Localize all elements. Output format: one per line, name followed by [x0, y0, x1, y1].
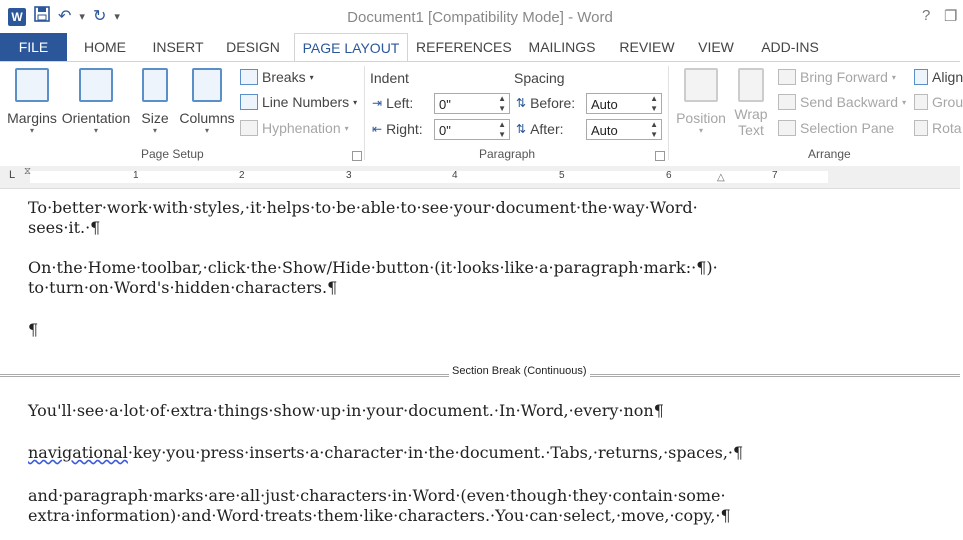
bring-forward-button[interactable] — [778, 69, 896, 85]
horizontal-ruler[interactable] — [0, 166, 960, 189]
indent-left-spinner-icon[interactable]: ▲ ▼ — [498, 94, 506, 113]
size-icon — [142, 68, 168, 102]
size-button[interactable] — [137, 68, 173, 135]
indent-left-field[interactable] — [434, 93, 510, 114]
paragraph-line: to·turn·on·Word's·hidden·characters.¶ — [28, 278, 338, 297]
size-dropdown-icon: ▾ — [152, 126, 157, 135]
spelling-flagged-word[interactable]: navigational — [28, 443, 128, 462]
arrange-group-label: Arrange — [808, 147, 851, 161]
spacing-after-icon: ⇅ — [516, 122, 527, 136]
wrap-text-label-line2: Text — [738, 122, 764, 138]
position-label: Position — [676, 110, 726, 126]
paragraph-launcher-icon[interactable] — [655, 151, 665, 161]
orientation-dropdown-icon: ▾ — [93, 126, 98, 135]
send-backward-dropdown-icon: ▾ — [902, 97, 907, 107]
tab-selector-icon[interactable]: L — [9, 169, 16, 181]
orientation-icon — [79, 68, 113, 102]
right-indent-marker-icon[interactable]: △ — [717, 172, 725, 183]
bring-forward-dropdown-icon: ▾ — [891, 72, 896, 82]
tab-mailings[interactable]: MAILINGS — [528, 39, 596, 55]
tab-home[interactable]: HOME — [84, 39, 126, 55]
document-canvas[interactable] — [0, 189, 960, 540]
section-break — [0, 365, 960, 379]
section-break-label: Section Break (Continuous) — [449, 365, 590, 377]
ruler-text-area — [30, 171, 828, 183]
columns-label: Columns — [179, 110, 235, 126]
spacing-before-spinner-icon[interactable]: ▲ ▼ — [650, 94, 658, 113]
breaks-label: Breaks — [262, 69, 306, 85]
rotate-icon — [914, 120, 928, 136]
align-button[interactable] — [914, 69, 963, 85]
ribbon — [0, 61, 963, 167]
group-divider — [668, 66, 669, 160]
paragraph-group-label: Paragraph — [479, 147, 536, 161]
columns-dropdown-icon: ▾ — [204, 126, 209, 135]
spacing-before-icon: ⇅ — [516, 96, 527, 110]
send-backward-button[interactable] — [778, 94, 906, 110]
ruler-number: 3 — [346, 170, 352, 181]
tab-references[interactable]: REFERENCES — [416, 39, 512, 55]
paragraph-line — [28, 442, 743, 464]
tab-review[interactable]: REVIEW — [619, 39, 675, 55]
ruler-number: 6 — [666, 170, 672, 181]
align-label: Align — [932, 69, 963, 85]
wrap-text-button[interactable] — [732, 68, 770, 138]
tab-file[interactable]: FILE — [0, 33, 67, 61]
line-numbers-dropdown-icon: ▾ — [353, 97, 358, 107]
size-label: Size — [141, 110, 169, 126]
paragraph-line: To·better·work·with·styles,·it·helps·to·be·able·to·see·your·document·the·way·Word· — [28, 198, 698, 217]
position-icon — [684, 68, 718, 102]
send-backward-label: Send Backward — [800, 94, 899, 110]
paragraph-line: and·paragraph·marks·are·all·just·characters·in·Word·(even·though·they·contain·some· — [28, 486, 726, 505]
indent-right-text: Right: — [386, 121, 423, 137]
breaks-dropdown-icon: ▾ — [309, 72, 314, 82]
indent-left-icon: ⇥ — [372, 96, 383, 110]
page-setup-launcher-icon[interactable] — [352, 151, 362, 161]
margins-dropdown-icon: ▾ — [29, 126, 34, 135]
hyphenation-button[interactable] — [240, 120, 349, 136]
tab-add-ins[interactable]: ADD-INS — [761, 39, 819, 55]
ruler-number: 2 — [239, 170, 245, 181]
indent-right-icon: ⇤ — [372, 122, 383, 136]
paragraph-line-rest: ·key·you·press·inserts·a·character·in·the·document.·Tabs,·returns,·spaces,·¶ — [127, 443, 744, 462]
group-button[interactable] — [914, 94, 963, 110]
page-setup-group-label: Page Setup — [141, 147, 204, 161]
restore-icon[interactable]: ❐ — [944, 8, 958, 25]
indent-left-text: Left: — [386, 95, 414, 111]
selection-pane-icon — [778, 120, 796, 136]
indent-left-value: 0" — [439, 97, 451, 112]
customize-qat-icon[interactable]: ▾ — [114, 11, 120, 23]
group-icon — [914, 94, 928, 110]
ruler-number: 7 — [772, 170, 778, 181]
ruler-number: 4 — [452, 170, 458, 181]
spacing-before-field[interactable] — [586, 93, 662, 114]
paragraph-line: On·the·Home·toolbar,·click·the·Show/Hide·button·(it·looks·like·a·paragraph·mark:·¶)· — [28, 258, 718, 277]
columns-icon — [192, 68, 222, 102]
breaks-button[interactable] — [240, 69, 314, 85]
word-app-icon[interactable]: W — [8, 8, 26, 26]
title-bar — [0, 0, 960, 33]
group-label: Grou — [932, 94, 963, 110]
orientation-label: Orientation — [61, 110, 131, 126]
spacing-before-value: Auto — [591, 97, 618, 112]
undo-icon[interactable]: ↶ — [58, 7, 72, 25]
group-divider — [364, 66, 365, 160]
position-dropdown-icon: ▾ — [698, 126, 703, 135]
spacing-after-value: Auto — [591, 123, 618, 138]
indent-right-field[interactable] — [434, 119, 510, 140]
empty-paragraph-mark: ¶ — [28, 320, 39, 339]
tab-page-layout[interactable]: PAGE LAYOUT — [294, 33, 408, 63]
orientation-button[interactable] — [60, 68, 132, 135]
spacing-after-spinner-icon[interactable]: ▲ ▼ — [650, 120, 658, 139]
send-backward-icon — [778, 94, 796, 110]
selection-pane-button[interactable] — [778, 120, 894, 136]
indent-right-value: 0" — [439, 123, 451, 138]
spacing-before-label — [516, 95, 575, 111]
first-line-indent-marker-icon[interactable]: ⧖ — [24, 166, 32, 177]
hyphenation-dropdown-icon: ▾ — [344, 123, 349, 133]
bring-forward-label: Bring Forward — [800, 69, 888, 85]
rotate-button[interactable] — [914, 120, 962, 136]
tab-insert[interactable]: INSERT — [152, 39, 204, 55]
hyphenation-icon — [240, 120, 258, 136]
paragraph-line: You'll·see·a·lot·of·extra·things·show·up·in·your·document.·In·Word,·every·non¶ — [28, 401, 664, 420]
columns-button[interactable] — [178, 68, 236, 135]
redo-icon[interactable]: ↻ — [92, 7, 107, 25]
spacing-before-text: Before: — [530, 95, 576, 111]
line-numbers-button[interactable] — [240, 94, 357, 110]
bring-forward-icon — [778, 69, 796, 85]
rotate-label: Rota — [932, 120, 962, 136]
help-icon[interactable]: ? — [922, 7, 931, 24]
indent-header: Indent — [370, 70, 409, 86]
wrap-text-label-line1: Wrap — [734, 106, 768, 122]
spacing-after-label — [516, 121, 564, 137]
ruler-number: 5 — [559, 170, 565, 181]
margins-label: Margins — [7, 110, 57, 126]
breaks-icon — [240, 69, 258, 85]
paragraph-line: sees·it.·¶ — [28, 218, 101, 237]
line-numbers-label: Line Numbers — [262, 94, 350, 110]
tab-design[interactable]: DESIGN — [226, 39, 280, 55]
line-numbers-icon — [240, 94, 258, 110]
window-title: Document1 [Compatibility Mode] - Word — [347, 9, 613, 26]
align-icon — [914, 69, 928, 85]
spacing-after-text: After: — [530, 121, 564, 137]
indent-right-spinner-icon[interactable]: ▲ ▼ — [498, 120, 506, 139]
indent-right-label — [372, 121, 423, 137]
margins-button[interactable] — [6, 68, 58, 135]
indent-left-label — [372, 95, 413, 111]
margins-icon — [15, 68, 49, 102]
hyphenation-label: Hyphenation — [262, 120, 341, 136]
selection-pane-label: Selection Pane — [800, 120, 895, 136]
spacing-after-field[interactable] — [586, 119, 662, 140]
wrap-text-icon — [738, 68, 764, 102]
ribbon-tabs — [0, 33, 960, 61]
tab-view[interactable]: VIEW — [698, 39, 734, 55]
position-button[interactable] — [674, 68, 728, 135]
paragraph-line: extra·information)·and·Word·treats·them·like·characters.·You·can·select,·move,·copy,·¶ — [28, 506, 731, 525]
undo-dropdown-icon[interactable]: ▾ — [79, 11, 85, 23]
ruler-number: 1 — [133, 170, 139, 181]
spacing-header: Spacing — [514, 70, 565, 86]
